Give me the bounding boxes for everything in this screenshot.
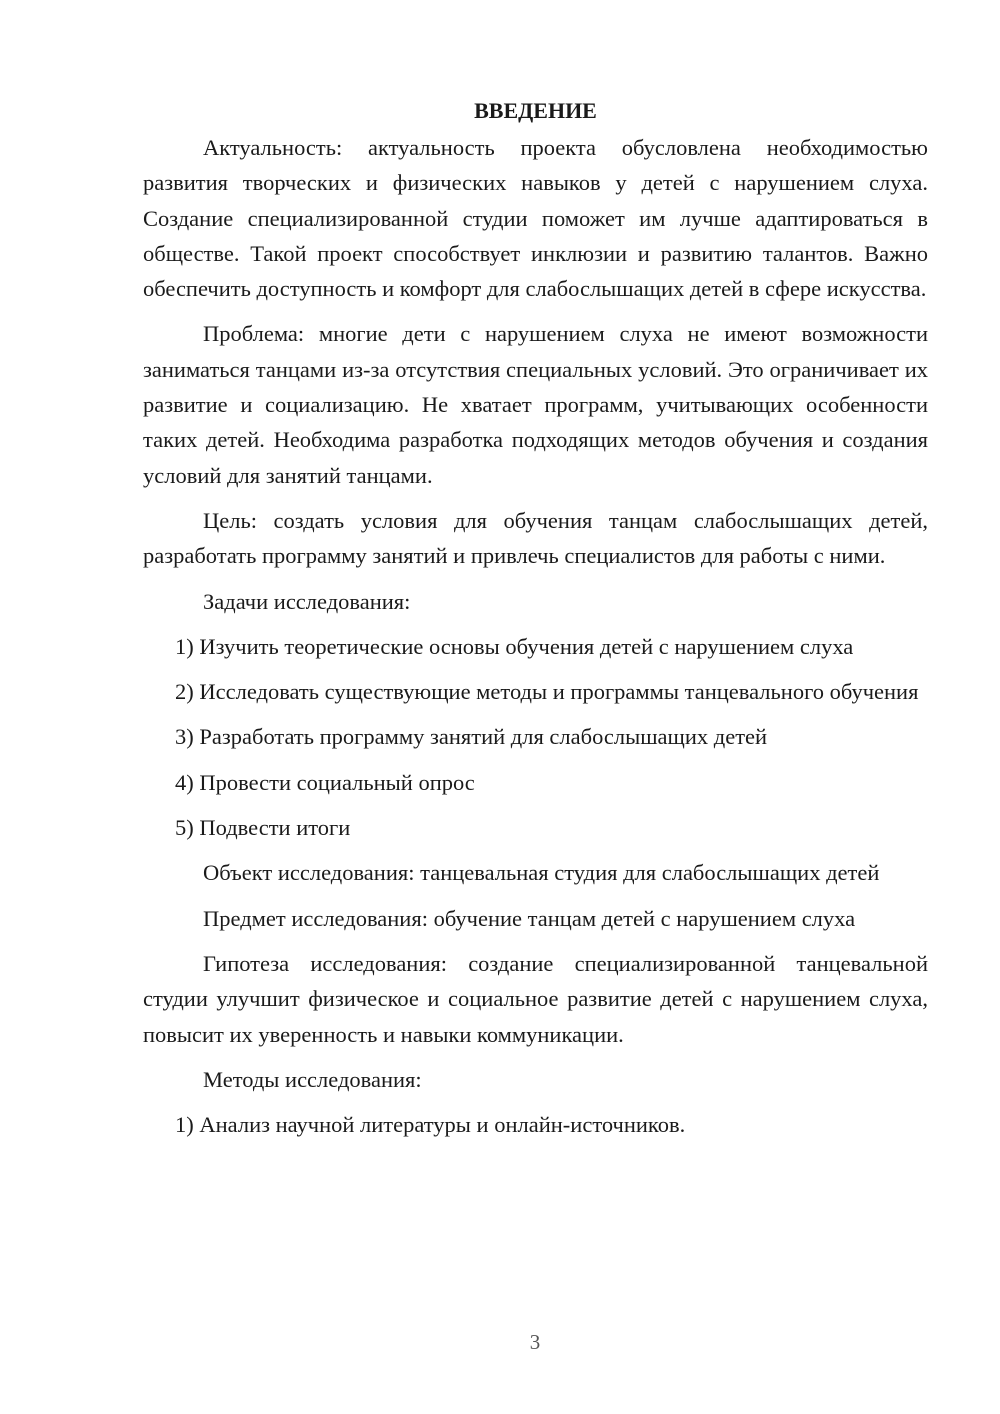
problem-paragraph: Проблема: многие дети с нарушением слуха не имеют возможности заниматься танцами из-за отсутствия специальных условий. Это ограничивает их развитие и социализацию. Не хватает программ, учитывающих особенности таких детей. Необходима разработка подходящих методов обучения и создания условий для занятий танцами. — [143, 321, 928, 488]
task-item: 4) Провести социальный опрос — [175, 769, 475, 795]
goal-paragraph: Цель: создать условия для обучения танцам слабослышащих детей, разработать программу занятий и привлечь специалистов для работы с ними. — [143, 507, 928, 569]
relevance-paragraph: Актуальность: актуальность проекта обусловлена необходимостью развития творческих и физических навыков у детей с нарушением слуха. Создание специализированной студии поможет им лучше адаптироваться в обществе. Такой проект способствует инклюзии и развитию талантов. Важно обеспечить доступность и комфорт для слабослышащих детей в сфере искусства. — [143, 135, 928, 302]
task-item: 1) Изучить теоретические основы обучения детей с нарушением слуха — [175, 633, 854, 659]
research-subject-paragraph: Предмет исследования: обучение танцам детей с нарушением слуха — [203, 905, 856, 931]
research-object-paragraph: Объект исследования: танцевальная студия для слабослышащих детей — [203, 860, 880, 886]
hypothesis-paragraph: Гипотеза исследования: создание специализированной танцевальной студии улучшит физическое и социальное развитие детей с нарушением слуха, повысит их уверенность и навыки коммуникации. — [143, 950, 928, 1047]
tasks-heading: Задачи исследования: — [203, 588, 411, 614]
methods-heading: Методы исследования: — [203, 1066, 422, 1092]
method-item: 1) Анализ научной литературы и онлайн-источников. — [175, 1112, 686, 1138]
task-item: 5) Подвести итоги — [175, 815, 351, 841]
page-title: ВВЕДЕНИЕ — [474, 98, 597, 123]
page-number: 3 — [529, 1330, 541, 1354]
task-item: 3) Разработать программу занятий для слабослышащих детей — [175, 724, 768, 750]
document-page — [143, 96, 928, 1152]
task-item: 2) Исследовать существующие методы и программы танцевального обучения — [175, 679, 919, 705]
